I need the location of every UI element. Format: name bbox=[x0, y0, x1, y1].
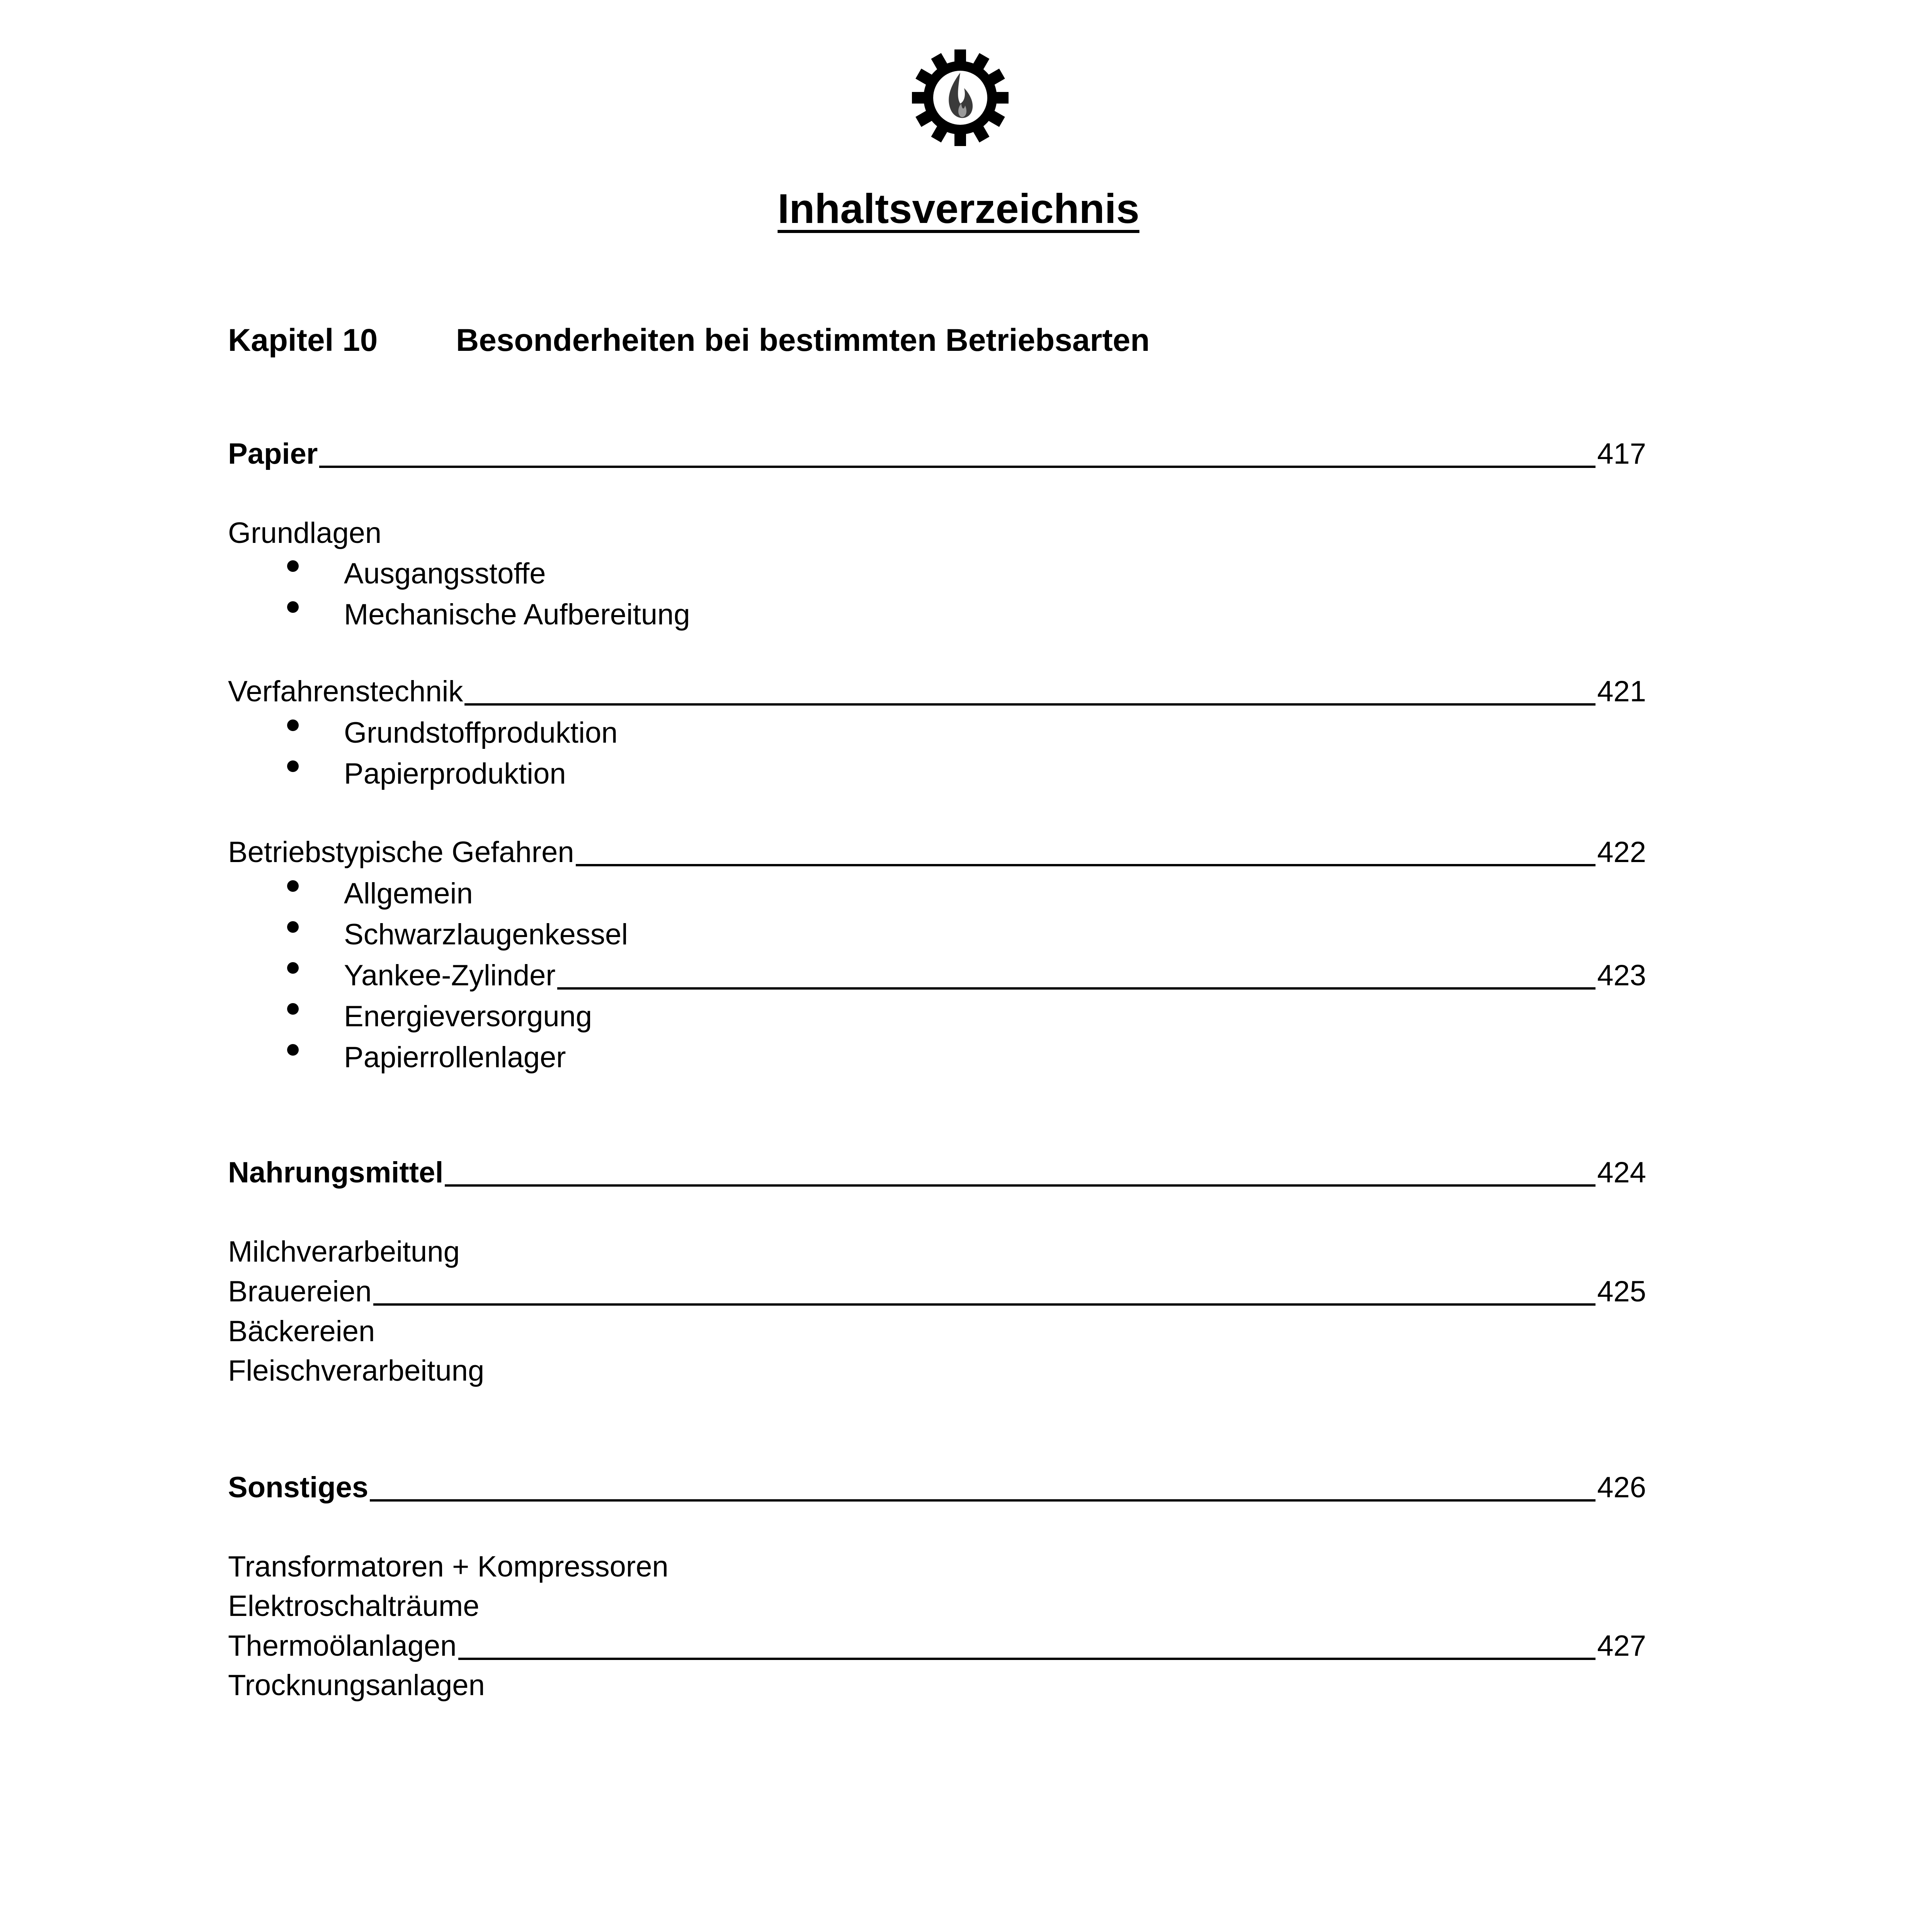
toc-subentry[interactable] bbox=[228, 1548, 1646, 1586]
toc-page-number: 425 bbox=[1596, 1272, 1646, 1311]
toc-page-number: 427 bbox=[1596, 1627, 1646, 1665]
toc-entry-label: Allgemein bbox=[344, 874, 475, 913]
toc-title-text: Inhaltsverzeichnis bbox=[777, 185, 1140, 232]
toc-subentry[interactable] bbox=[344, 874, 1646, 913]
toc-entry-label: Yankee-Zylinder bbox=[344, 956, 557, 995]
toc-subentry[interactable] bbox=[344, 554, 1646, 593]
toc-entry-label: Energieversorgung bbox=[344, 997, 594, 1036]
toc-entry-sonstiges[interactable] bbox=[228, 1468, 1646, 1507]
toc-subentry[interactable] bbox=[344, 915, 1646, 954]
toc-page-number: 421 bbox=[1596, 672, 1646, 711]
toc-entry-label: Trocknungsanlagen bbox=[228, 1666, 486, 1705]
toc-entry-label: Grundlagen bbox=[228, 514, 383, 553]
bullet-icon bbox=[287, 601, 299, 613]
toc-subentry[interactable] bbox=[344, 1038, 1646, 1077]
toc-entry-label: Elektroschalträume bbox=[228, 1587, 481, 1626]
toc-entry-label: Bäckereien bbox=[228, 1312, 376, 1351]
bullet-icon bbox=[287, 921, 299, 933]
toc-page-number: 426 bbox=[1596, 1468, 1646, 1507]
toc-page-number: 417 bbox=[1596, 435, 1646, 473]
toc-page-number: 422 bbox=[1596, 833, 1646, 872]
leader-line bbox=[228, 466, 1646, 468]
toc-entry-label: Schwarzlaugenkessel bbox=[344, 915, 629, 954]
gear-flame-icon bbox=[912, 49, 1009, 146]
toc-entry-grundlagen[interactable] bbox=[228, 514, 1646, 553]
toc-entry-label: Thermoölanlagen bbox=[228, 1627, 458, 1665]
bullet-icon bbox=[287, 1003, 299, 1015]
toc-subentry[interactable] bbox=[344, 997, 1646, 1036]
toc-subentry-yankee-zylinder[interactable] bbox=[344, 956, 1646, 995]
toc-title bbox=[0, 182, 1917, 236]
bullet-icon bbox=[287, 1044, 299, 1056]
bullet-icon bbox=[287, 880, 299, 892]
leader-line bbox=[228, 1303, 1646, 1306]
toc-entry-label: Nahrungsmittel bbox=[228, 1153, 445, 1192]
toc-entry-papier[interactable] bbox=[228, 435, 1646, 473]
chapter-title: Besonderheiten bei bestimmten Betriebsarten bbox=[456, 323, 1150, 358]
toc-entry-label: Papierrollenlager bbox=[344, 1038, 568, 1077]
toc-entry-label: Betriebstypische Gefahren bbox=[228, 833, 576, 872]
toc-page-number: 424 bbox=[1596, 1153, 1646, 1192]
toc-entry-label: Fleischverarbeitung bbox=[228, 1352, 486, 1390]
chapter-number: Kapitel 10 bbox=[228, 323, 378, 358]
bullet-icon bbox=[287, 760, 299, 772]
toc-page-number: 423 bbox=[1596, 956, 1646, 995]
toc-subentry-brauereien[interactable] bbox=[228, 1272, 1646, 1311]
toc-subentry[interactable] bbox=[344, 714, 1646, 752]
toc-entry-label: Brauereien bbox=[228, 1272, 373, 1311]
toc-entry-label: Transformatoren + Kompressoren bbox=[228, 1548, 670, 1586]
leader-line bbox=[228, 1499, 1646, 1502]
toc-entry-nahrungsmittel[interactable] bbox=[228, 1153, 1646, 1192]
toc-entry-verfahrenstechnik[interactable] bbox=[228, 672, 1646, 711]
toc-entry-label: Papier bbox=[228, 435, 319, 473]
toc-subentry[interactable] bbox=[228, 1352, 1646, 1390]
bullet-icon bbox=[287, 962, 299, 974]
toc-subentry[interactable] bbox=[344, 755, 1646, 793]
toc-subentry[interactable] bbox=[344, 595, 1646, 634]
toc-subentry-thermooelanlagen[interactable] bbox=[228, 1627, 1646, 1665]
toc-subentry[interactable] bbox=[228, 1312, 1646, 1351]
bullet-icon bbox=[287, 560, 299, 572]
toc-entry-label: Ausgangsstoffe bbox=[344, 554, 548, 593]
bullet-icon bbox=[287, 719, 299, 731]
toc-entry-label: Mechanische Aufbereitung bbox=[344, 595, 692, 634]
toc-entry-label: Sonstiges bbox=[228, 1468, 370, 1507]
toc-subentry[interactable] bbox=[228, 1587, 1646, 1626]
toc-entry-label: Milchverarbeitung bbox=[228, 1233, 461, 1271]
toc-subentry[interactable] bbox=[228, 1666, 1646, 1705]
toc-entry-betriebstypische-gefahren[interactable] bbox=[228, 833, 1646, 872]
toc-subentry[interactable] bbox=[228, 1233, 1646, 1271]
toc-entry-label: Papierproduktion bbox=[344, 755, 568, 793]
toc-entry-label: Grundstoffproduktion bbox=[344, 714, 619, 752]
toc-entry-label: Verfahrenstechnik bbox=[228, 672, 464, 711]
